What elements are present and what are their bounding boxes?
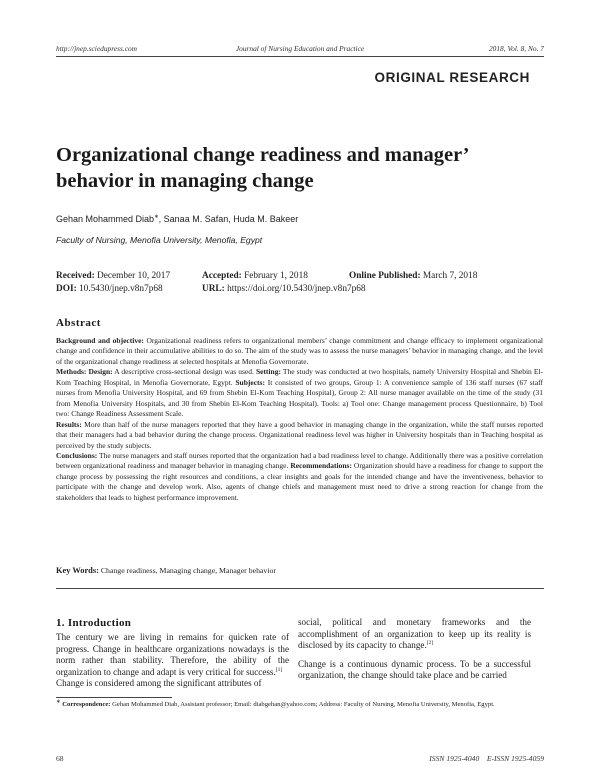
author-list <box>56 214 298 224</box>
article-url[interactable]: URL: https://doi.org/10.5430/jnep.v8n7p68 <box>202 284 366 294</box>
intro-left-column <box>56 632 289 690</box>
abstract-body <box>56 336 543 503</box>
section-rule <box>56 588 544 589</box>
intro-right-p1: social, political and monetary frameworks and the accomplishment of an organization to keep up its reality is disclosed by its capacity to change.[2] <box>298 617 531 651</box>
published-date: Online Published: March 7, 2018 <box>349 271 478 281</box>
footnote: ∗ Correspondence: Gehan Mohammed Diab, Assistant professor; Email: diabgehan@yahoo.com; Address: Faculty of Nursing, Menofia University, Menofia, Egypt. <box>56 698 495 708</box>
doi[interactable]: DOI: 10.5430/jnep.v8n7p68 <box>56 284 163 294</box>
abstract-results: Results: More than half of the nurse managers reported that they have a good behavior in managing change in the organization, while the staff nurses reported that their managers had a bad behavior during the change process. Organizational readiness level was higher in University hospitals than in Teaching hospital as perceived by the study subjects. <box>56 419 543 450</box>
intro-right-column <box>298 617 531 682</box>
page-number: 68 <box>56 754 64 763</box>
intro-left-p2: Change is considered among the significant attributes of <box>56 678 262 689</box>
title-line-1: Organizational change readiness and manager’ <box>56 144 470 166</box>
intro-heading: 1. Introduction <box>56 617 132 629</box>
article-type: ORIGINAL RESEARCH <box>374 70 530 85</box>
abstract-heading: Abstract <box>56 317 101 329</box>
received-date: Received: December 10, 2017 <box>56 271 171 281</box>
author-1: Gehan Mohammed Diab <box>56 214 155 224</box>
title-line-2: behavior in managing change <box>56 170 314 192</box>
header-volume: 2018, Vol. 8, No. 7 <box>488 44 544 53</box>
abstract-methods: Methods: Design: A descriptive cross-sectional design was used. Setting: The study was conducted at two hospitals, namely University Hospital and Shebin El-Kom Teaching Hospital, in Menofia Governorate, Egypt. Subjects: It consisted of two groups, Group 1: A convenience sample of 136 staff nurses (67 staff nurses from Menofia University Hospital, and 69 from Shebin El-Kom Teaching Hospital), Group 2: All nurse manager available on the time of the study (31 from Menofia University Hospitals, and 30 from Shebin El-Kom Teaching Hospital). Tools: a) Tool one: Change management process Questionnaire, b) Tool two: Change Readiness Assessment Scale. <box>56 367 544 419</box>
abstract-background: Background and objective: Organizational readiness refers to organizational members’ change commitment and change efficacy to implement organizational change and confidence in their accumulative abilities to do so. The aim of the study was to assess the nurse managers’ behavior in managing change, and the level of the organizational change readiness at selected hospitals at Menofia Governorate. <box>56 336 544 366</box>
accepted-date: Accepted: February 1, 2018 <box>202 271 308 281</box>
affiliation: Faculty of Nursing, Menofia University, Menofia, Egypt <box>56 235 263 245</box>
footnote-rule <box>56 697 172 698</box>
issn: ISSN 1925-4040 E-ISSN 1925-4059 <box>429 754 544 763</box>
header-journal: Journal of Nursing Education and Practice <box>235 44 365 53</box>
header-url[interactable]: http://jnep.sciedupress.com <box>56 44 138 53</box>
intro-left-p1: The century we are living in remains for quicken rate of progress. Change in healthcare organizations nowadays is the norm rather than stability. Therefore, the ability of the organization to change and adapt is very critical for success.[1] <box>56 632 289 677</box>
intro-right-p2: Change is a continuous dynamic process. To be a successful organization, the change should take place and be carried <box>298 658 531 681</box>
abstract-conclusions: Conclusions: The nurse managers and staff nurses reported that the organization had a bad readiness level to change. Additionally there was a positive correlation between organizational readiness and manager behavior in managing change. Recommendations: Organization should have a readiness for change to support the change process by possessing the right resources and conditions, a clear insights and goals for the intended change and have the inventiveness, behavior to participate with the change and develop work. Also, agents of change chiefs and management must need to drive a strong reaction for change from the stakeholders that leads to highest performance improvement. <box>56 450 544 502</box>
author-rest: , Sanaa M. Safan, Huda M. Bakeer <box>158 214 299 224</box>
page-title <box>56 142 540 194</box>
author-marker: ∗ <box>154 214 159 220</box>
header-rule <box>56 56 544 57</box>
keywords: Key Words: Change readiness, Managing change, Manager behavior <box>56 566 276 575</box>
